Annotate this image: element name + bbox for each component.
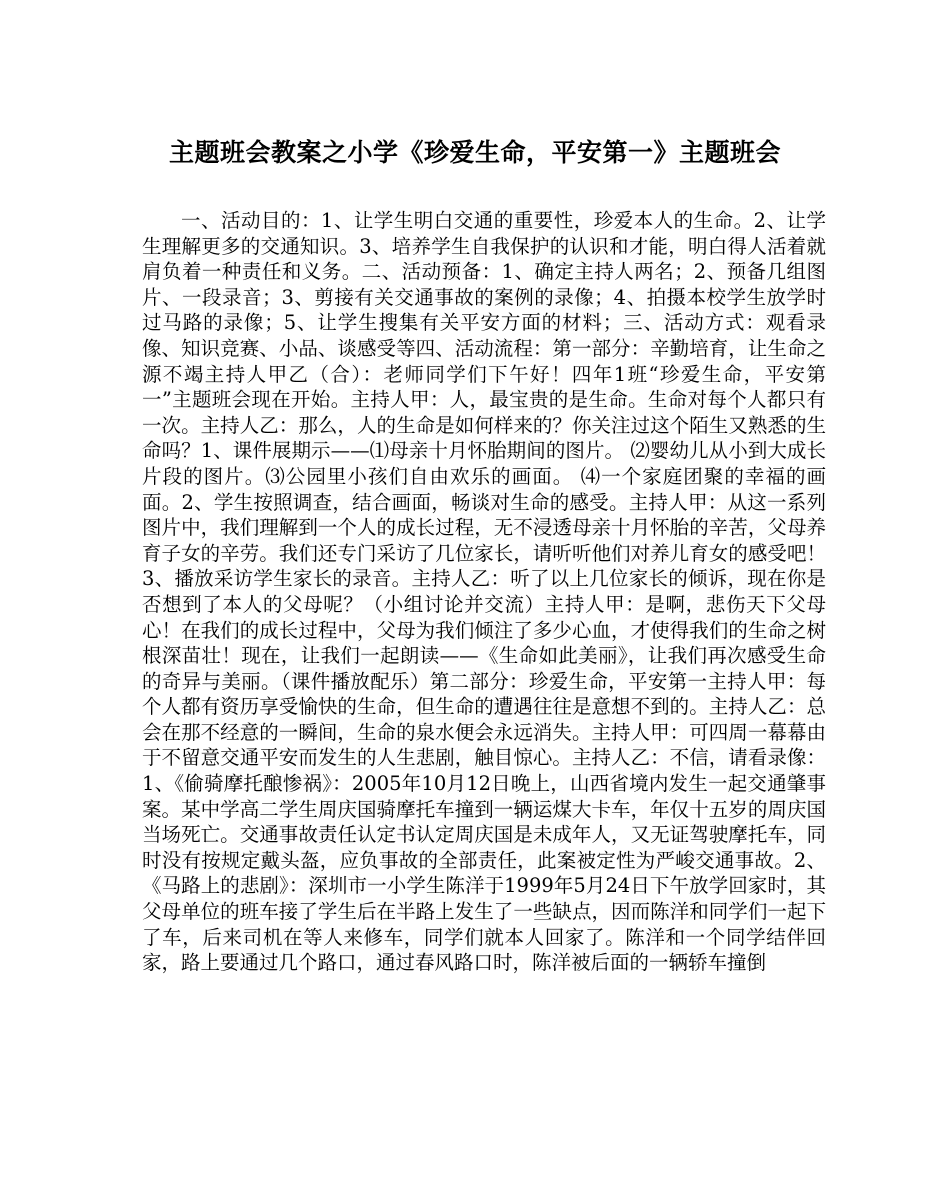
- document-body-paragraph: 一、活动目的：1、让学生明白交通的重要性，珍爱本人的生命。2、让学生理解更多的交通知识。3、培养学生自我保护的认识和才能，明白得人活着就肩负着一种责任和义务。二、活动预备：1、确定主持人两名；2、预备几组图片、一段录音；3、剪接有关交通事故的案例的录像；4、拍摄本校学生放学时过马路的录像；5、让学生搜集有关平安方面的材料；三、活动方式：观看录像、知识竞赛、小品、谈感受等四、活动流程：第一部分：辛勤培育，让生命之源不竭主持人甲乙（合）：老师同学们下午好！四年1班“珍爱生命，平安第一”主题班会现在开始。主持人甲：人，最宝贵的是生命。生命对每个人都只有一次。主持人乙：那么，人的生命是如何样来的？你关注过这个陌生又熟悉的生命吗？1、课件展期示——⑴母亲十月怀胎期间的图片。 ⑵婴幼儿从小到大成长片段的图片。⑶公园里小孩们自由欢乐的画面。 ⑷一个家庭团聚的幸福的画面。2、学生按照调查，结合画面，畅谈对生命的感受。主持人甲：从这一系列图片中，我们理解到一个人的成长过程，无不浸透母亲十月怀胎的辛苦，父母养育子女的辛劳。我们还专门采访了几位家长，请听听他们对养儿育女的感受吧！3、播放采访学生家长的录音。主持人乙：听了以上几位家长的倾诉，现在你是否想到了本人的父母呢？（小组讨论并交流）主持人甲：是啊，悲伤天下父母心！在我们的成长过程中，父母为我们倾注了多少心血，才使得我们的生命之树根深苗壮！现在，让我们一起朗读——《生命如此美丽》，让我们再次感受生命的奇异与美丽。（课件播放配乐）第二部分：珍爱生命，平安第一主持人甲：每个人都有资历享受愉快的生命，但生命的遭遇往往是意想不到的。主持人乙：总会在那不经意的一瞬间，生命的泉水便会永远消失。主持人甲：可四周一幕幕由于不留意交通平安而发生的人生悲剧，触目惊心。主持人乙：不信，请看录像： 1、《偷骑摩托酿惨祸》：2005年10月12日晚上，山西省境内发生一起交通肇事案。某中学高二学生周庆国骑摩托车撞到一辆运煤大卡车，年仅十五岁的周庆国当场死亡。交通事故责任认定书认定周庆国是未成年人，又无证驾驶摩托车，同时没有按规定戴头盔，应负事故的全部责任，此案被定性为严峻交通事故。2、《马路上的悲剧》：深圳市一小学生陈洋于1999年5月24日下午放学回家时，其父母单位的班车接了学生后在半路上发生了一些缺点，因而陈洋和同学们一起下了车，后来司机在等人来修车，同学们就本人回家了。陈洋和一个同学结伴回家，路上要通过几个路口，通过春风路口时，陈洋被后面的一辆轿车撞倒: [142, 209, 826, 975]
- document-title: 主题班会教案之小学《珍爱生命，平安第一》主题班会: [168, 138, 781, 167]
